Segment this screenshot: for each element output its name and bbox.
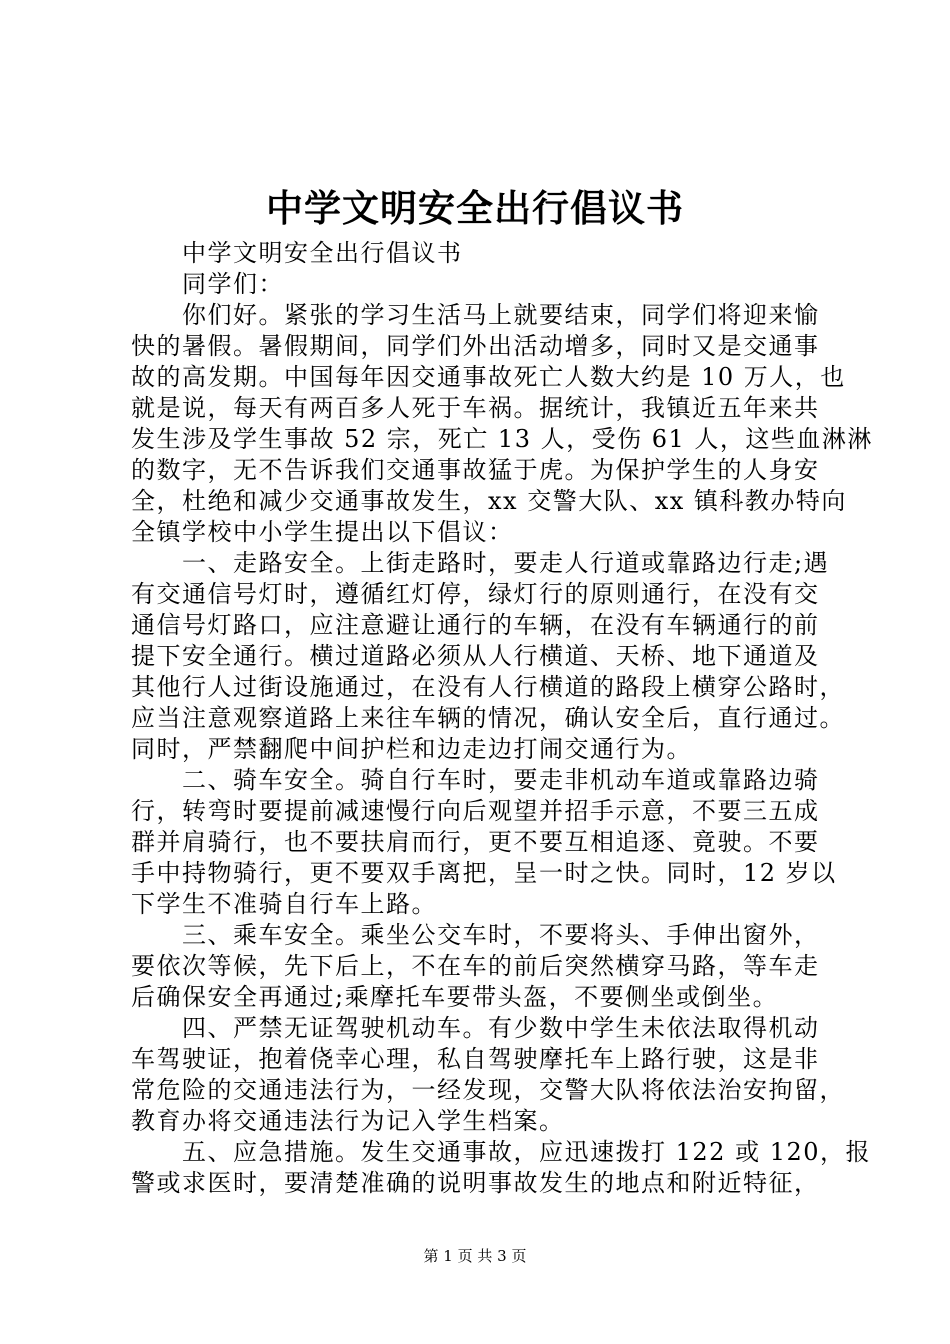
text-line: 的数字，无不告诉我们交通事故猛于虎。为保护学生的人身安	[131, 456, 820, 484]
text-line: 二、骑车安全。骑自行车时，要走非机动车道或靠路边骑	[131, 766, 820, 794]
text-line: 通信号灯路口，应注意避让通行的车辆，在没有车辆通行的前	[131, 611, 820, 639]
text-line: 有交通信号灯时，遵循红灯停，绿灯行的原则通行，在没有交	[131, 580, 820, 608]
text-line: 故的高发期。中国每年因交通事故死亡人数大约是 10 万人，也	[131, 363, 846, 391]
page-number-footer: 第 1 页 共 3 页	[423, 1247, 527, 1265]
text-line: 全镇学校中小学生提出以下倡议：	[131, 518, 514, 546]
text-line: 你们好。紧张的学习生活马上就要结束，同学们将迎来愉	[131, 301, 820, 329]
text-line: 五、应急措施。发生交通事故，应迅速拨打 122 或 120，报	[131, 1138, 872, 1166]
text-line: 快的暑假。暑假期间，同学们外出活动增多，同时又是交通事	[131, 332, 820, 360]
text-line: 群并肩骑行，也不要扶肩而行，更不要互相追逐、竟驶。不要	[131, 828, 820, 856]
text-line: 发生涉及学生事故 52 宗，死亡 13 人，受伤 61 人，这些血淋淋	[131, 425, 873, 453]
text-line: 四、严禁无证驾驶机动车。有少数中学生未依法取得机动	[131, 1014, 820, 1042]
text-line: 三、乘车安全。乘坐公交车时，不要将头、手伸出窗外，	[131, 921, 820, 949]
text-line: 行，转弯时要提前减速慢行向后观望并招手示意，不要三五成	[131, 797, 820, 825]
text-line: 教育办将交通违法行为记入学生档案。	[131, 1107, 565, 1135]
text-line: 警或求医时，要清楚准确的说明事故发生的地点和附近特征，	[131, 1169, 820, 1197]
text-line: 同时，严禁翻爬中间护栏和边走边打闹交通行为。	[131, 735, 692, 763]
text-line: 常危险的交通违法行为，一经发现，交警大队将依法治安拘留，	[131, 1076, 845, 1104]
text-line: 全，杜绝和减少交通事故发生，xx 交警大队、xx 镇科教办特向	[131, 487, 847, 515]
text-line: 就是说，每天有两百多人死于车祸。据统计，我镇近五年来共	[131, 394, 820, 422]
text-line: 其他行人过街设施通过，在没有人行横道的路段上横穿公路时，	[131, 673, 845, 701]
text-line: 应当注意观察道路上来往车辆的情况，确认安全后，直行通过。	[131, 704, 845, 732]
text-line: 同学们：	[131, 270, 284, 298]
text-line: 要依次等候，先下后上，不在车的前后突然横穿马路，等车走	[131, 952, 820, 980]
text-line: 后确保安全再通过;乘摩托车要带头盔，不要侧坐或倒坐。	[131, 983, 779, 1011]
text-line: 车驾驶证，抱着侥幸心理，私自驾驶摩托车上路行驶，这是非	[131, 1045, 820, 1073]
text-line: 下学生不准骑自行车上路。	[131, 890, 437, 918]
text-line: 一、走路安全。上街走路时，要走人行道或靠路边行走;遇	[131, 549, 830, 577]
document-title: 中学文明安全出行倡议书	[266, 186, 684, 230]
document-body	[131, 238, 873, 1199]
text-line: 手中持物骑行，更不要双手离把，呈一时之快。同时，12 岁以	[131, 859, 837, 887]
text-line: 中学文明安全出行倡议书	[131, 239, 463, 267]
text-line: 提下安全通行。横过道路必须从人行横道、天桥、地下通道及	[131, 642, 820, 670]
